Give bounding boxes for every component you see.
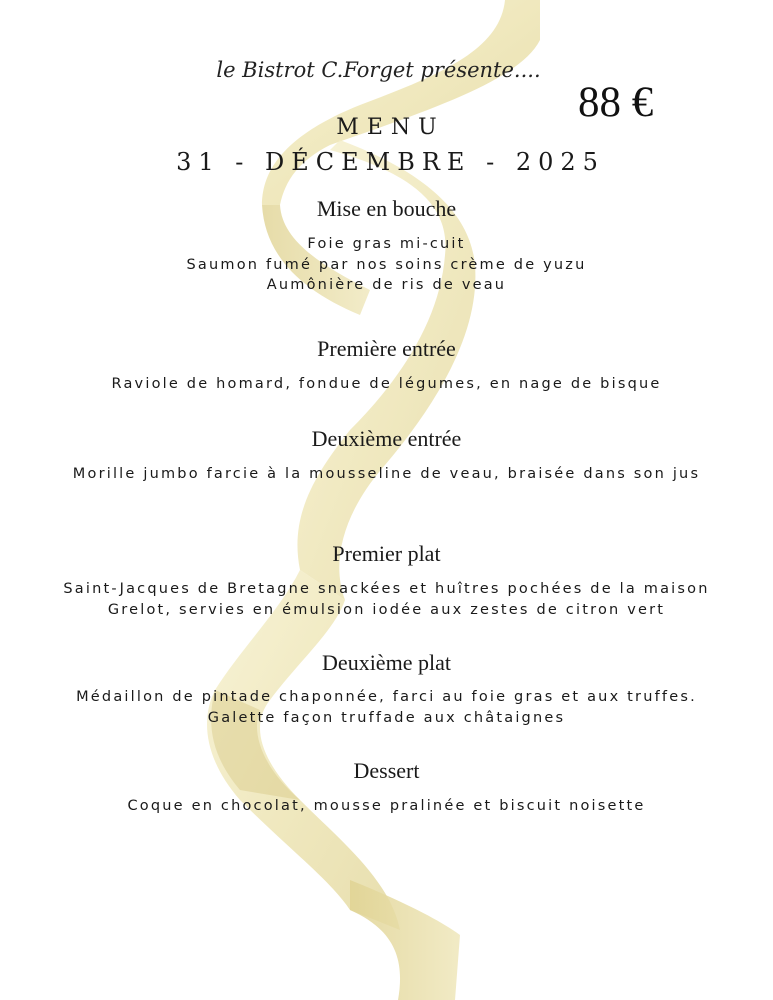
section-heading-premiere-entree: Première entrée (317, 336, 456, 361)
section-heading-dessert: Dessert (353, 758, 420, 783)
section-heading-mise-en-bouche: Mise en bouche (316, 196, 457, 221)
menu-title: MENU (336, 115, 445, 140)
dish-item: Raviole de homard, fondue de légumes, en nage de bisque (111, 376, 662, 392)
dish-item: Foie gras mi-cuit (307, 236, 466, 252)
dish-item: Médaillon de pintade chaponnée, farci au foie gras et aux truffes. Galette façon truffade aux châtaignes (76, 689, 697, 726)
dish-item: Coque en chocolat, mousse pralinée et biscuit noisette (127, 798, 646, 814)
restaurant-tagline: le Bistrot C.Forget présente.... (216, 58, 541, 82)
dish-item: Saint-Jacques de Bretagne snackées et huîtres pochées de la maison Grelot, servies en émulsion iodée aux zestes de citron vert (63, 581, 710, 618)
section-heading-premier-plat: Premier plat (332, 541, 441, 566)
dish-item: Morille jumbo farcie à la mousseline de veau, braisée dans son jus (72, 466, 701, 482)
dish-item: Saumon fumé par nos soins crème de yuzu (186, 257, 587, 273)
dish-item: Aumônière de ris de veau (266, 277, 507, 293)
menu-price: 88 € (578, 79, 654, 126)
section-heading-deuxieme-plat: Deuxième plat (322, 650, 451, 675)
menu-date: 31 - DÉCEMBRE - 2025 (176, 148, 605, 176)
section-heading-deuxieme-entree: Deuxième entrée (311, 426, 462, 451)
